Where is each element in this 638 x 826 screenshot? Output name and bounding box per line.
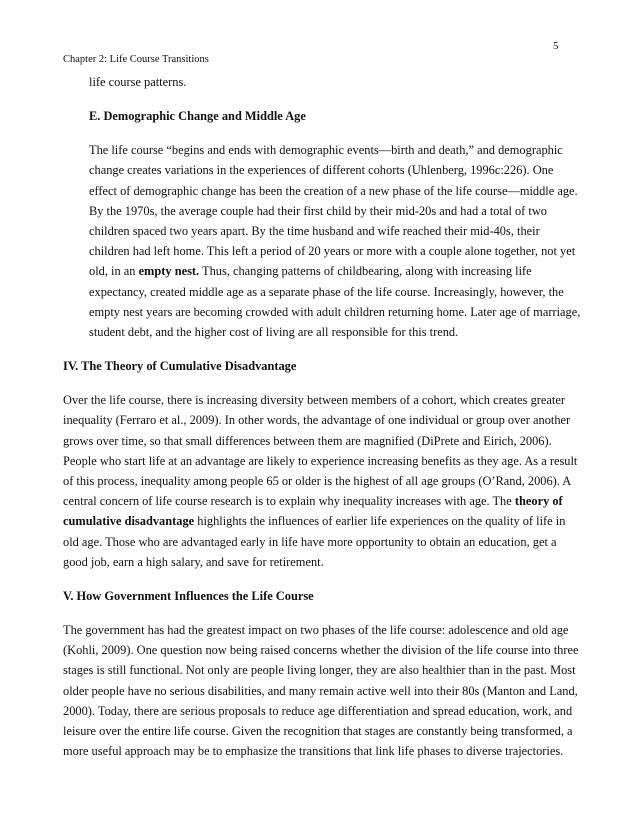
section-iv-paragraph bbox=[63, 390, 583, 572]
section-v-heading: V. How Government Influences the Life Course bbox=[63, 589, 314, 604]
section-iv-text-2: highlights the influences of earlier life experiences on the quality of life in old age. Those who are advantaged early in life have more opportunity to obtain an education, get a good job, earn a high salary, and save for retirement. bbox=[63, 514, 566, 569]
subsection-block bbox=[63, 72, 583, 342]
continuation-text: life course patterns. bbox=[89, 75, 187, 89]
section-e-heading: E. Demographic Change and Middle Age bbox=[89, 109, 306, 124]
section-v-paragraph: The government has had the greatest impact on two phases of the life course: adolescence and old age (Kohli, 2009). One question now being raised concerns whether the division of the life course into three stages is still functional. Not only are people living longer, they are also healthier than in the past. Most older people have no serious disabilities, and many remain active well into their 80s (Manton and Land, 2000). Today, there are serious proposals to reduce age differentiation and spread education, work, and leisure over the entire life course. Given the recognition that stages are constantly being transformed, a more useful approach may be to emphasize the transitions that link life phases to diverse trajectories. bbox=[63, 623, 579, 759]
section-iv-heading: IV. The Theory of Cumulative Disadvantage bbox=[63, 359, 297, 374]
document-body bbox=[63, 72, 583, 761]
section-e-text-1: The life course “begins and ends with demographic events—birth and death,” and demographic change creates variations in the experiences of different cohorts (Uhlenberg, 1996c:226). One effect of demographic change has been the creation of a new phase of the life course—middle age. By the 1970s, the average couple had their first child by their mid-20s and had a total of two children spaced two years apart. By the time husband and wife reached their mid-40s, their children had left home. This left a period of 20 years or more with a couple alone together, not yet old, in an bbox=[89, 143, 578, 279]
running-header: Chapter 2: Life Course Transitions bbox=[63, 54, 209, 65]
empty-nest-term: empty nest. bbox=[138, 264, 200, 279]
section-iv-text-1: Over the life course, there is increasing diversity between members of a cohort, which creates greater inequality (Ferraro et al., 2009). In other words, the advantage of one individual or group over another grows over time, so that small differences between them are magnified (DiPrete and Eirich, 2006). People who start life at an advantage are likely to experience increasing benefits as they age. As a result of this process, inequality among people 65 or older is the highest of all age groups (O’Rand, 2006). A central concern of life course research is to explain why inequality increases with age. The bbox=[63, 393, 578, 509]
cumulative-disadvantage-term: theory of cumulative disadvantage bbox=[63, 494, 563, 529]
section-e-text-2: Thus, changing patterns of childbearing, along with increasing life expectancy, created middle age as a separate phase of the life course. Increasingly, however, the empty nest years are becoming crowded with adult children returning home. Later age of marriage, student debt, and the higher cost of living are all responsible for this trend. bbox=[89, 264, 581, 340]
section-e-paragraph bbox=[89, 140, 583, 342]
page-number: 5 bbox=[553, 40, 559, 52]
